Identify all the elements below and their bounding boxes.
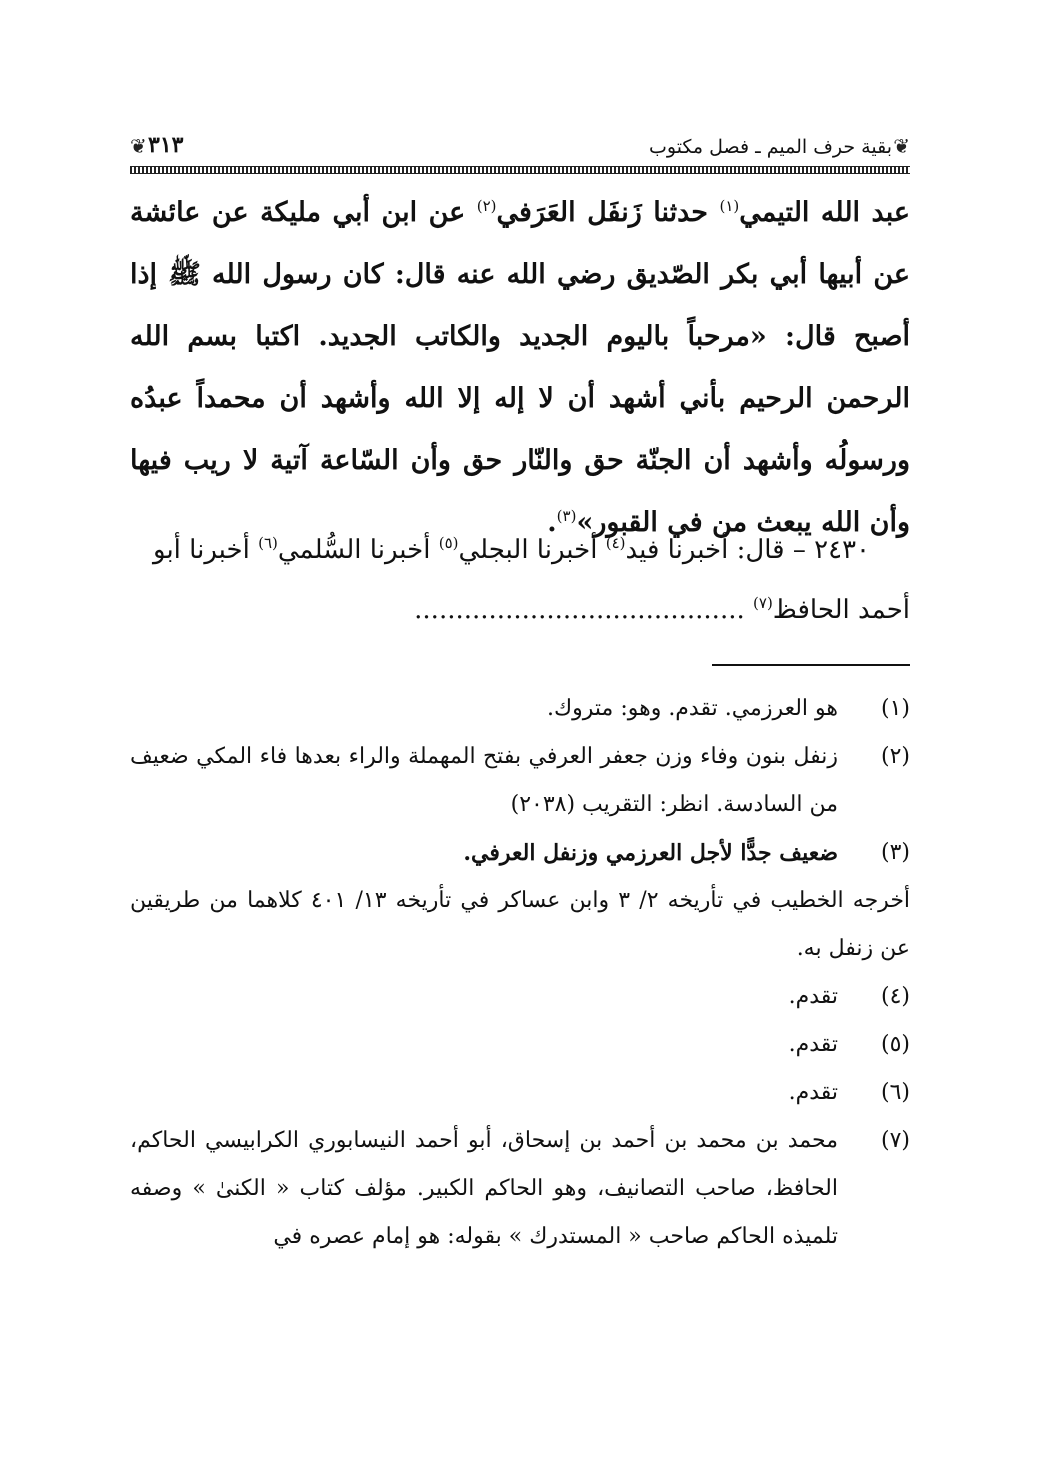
footnote-number: (٢) xyxy=(880,744,910,769)
footnote-number: (٦) xyxy=(880,1080,910,1105)
footnote-text: تقدم. xyxy=(788,1080,838,1105)
footnote-separator xyxy=(712,664,910,666)
main-paragraph xyxy=(130,182,910,554)
footnote-text: محمد بن محمد بن أحمد بن إسحاق، أبو أحمد النيسابوري الكرابيسي الحاكم، الحافظ، صاحب التصانيف، وهو الحاكم الكبير. مؤلف كتاب « الكنىٰ » وصفه تلميذه الحاكم صاحب « المستدرك » بقوله: هو إمام عصره في xyxy=(130,1128,838,1249)
footnote-number: (٥) xyxy=(880,1032,910,1057)
footnote-item xyxy=(130,685,910,733)
footnote-item xyxy=(130,733,910,829)
footnote-number: (١) xyxy=(880,696,910,721)
footnote-number: (٧) xyxy=(880,1128,910,1153)
footnote-text: تقدم. xyxy=(788,984,838,1009)
footnote-item xyxy=(130,1021,910,1069)
text-run: عن ابن أبي مليكة عن عائشة عن أبيها أبي بكر الصّديق رضي الله عنه قال: كان رسول الله ﷺ إذا أصبح قال: «مرحباً باليوم الجديد والكاتب الجديد. اكتبا بسم الله الرحمن الرحيم بأني أشهد أن لا إله إلا الله وأشهد أن محمداً عبدُه ورسولُه وأشهد أن الجنّة حق والنّار حق وأن السّاعة آتية لا ريب فيها وأن الله يبعث من في القبور» xyxy=(130,197,910,538)
footnote-text: ضعيف جدًّا لأجل العرزمي وزنفل العرفي. xyxy=(463,840,838,866)
footnote-item xyxy=(130,1069,910,1117)
footnote-text: هو العرزمي. تقدم. وهو: متروك. xyxy=(547,696,838,721)
text-run: أخبرنا أبو أحمد الحافظ xyxy=(153,535,910,625)
entry-paragraph xyxy=(130,520,910,640)
header-divider xyxy=(130,166,910,174)
ornament-icon: ❦ xyxy=(130,134,147,158)
footnote-text: أخرجه الخطيب في تأريخه ٢/ ٣ وابن عساكر في تأريخه ١٣/ ٤٠١ كلاهما من طريقين عن زنفل به. xyxy=(130,888,911,961)
footnote-item xyxy=(130,829,910,877)
main-text xyxy=(130,182,910,554)
footnote-ref: (٢) xyxy=(476,197,497,215)
text-run: أخبرنا البجلي xyxy=(458,535,606,565)
footnote-ref: (٧) xyxy=(753,594,773,612)
text-run: أخبرنا السُّلمي xyxy=(277,535,439,565)
footnote-item xyxy=(130,877,910,973)
footnote-item xyxy=(130,1117,910,1261)
header-title: بقية حرف الميم ـ فصل مكتوب xyxy=(649,136,892,158)
footnote-ref: (٦) xyxy=(258,534,278,552)
text-run: ٢٤٣٠ – قال: أخبرنا فيد xyxy=(625,535,870,565)
continuation-dots: ........................................ xyxy=(414,595,754,625)
hadith-entry xyxy=(130,520,910,640)
footnote-ref: (٣) xyxy=(556,507,577,525)
footnote-ref: (١) xyxy=(719,197,740,215)
ornament-icon: ❦ xyxy=(893,134,910,158)
footnotes xyxy=(130,685,910,1261)
text-run: حدثنا زَنفَل العَرَفي xyxy=(496,197,720,228)
footnote-text: تقدم. xyxy=(788,1032,838,1057)
footnote-ref: (٤) xyxy=(605,534,626,552)
footnote-text: زنفل بنون وفاء وزن جعفر العرفي بفتح المهملة والراء بعدها فاء المكي ضعيف من السادسة. انظر: التقريب (٢٠٣٨) xyxy=(130,744,838,817)
text-run: . xyxy=(547,507,557,538)
page-number: ٣١٣ xyxy=(148,132,184,158)
footnote-ref: (٥) xyxy=(438,534,459,552)
running-header xyxy=(130,130,910,166)
footnote-number: (٤) xyxy=(880,984,910,1009)
footnote-number: (٣) xyxy=(880,840,910,865)
text-run: عبد الله التيمي xyxy=(739,197,910,228)
footnote-item xyxy=(130,973,910,1021)
